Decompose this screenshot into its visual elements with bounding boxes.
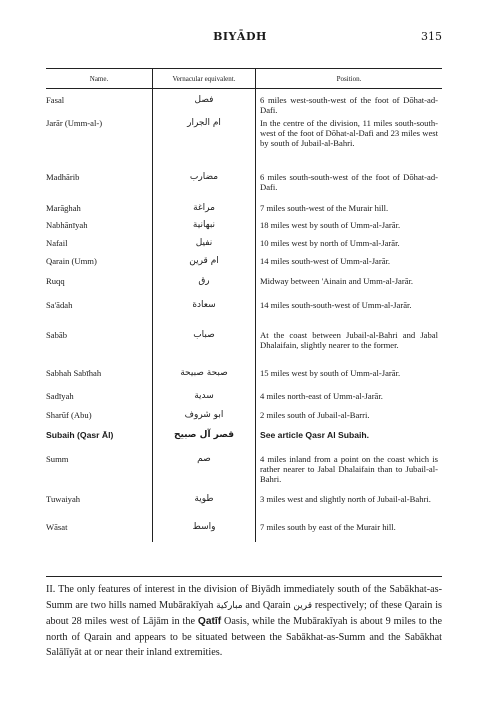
entry-name: Tuwaiyah [46, 493, 81, 504]
table-header-row [46, 69, 442, 89]
entry-position: 7 miles south by east of the Murair hill. [260, 521, 396, 532]
entry-name: Jarār (Umm-al-) [46, 117, 103, 128]
column-header-position: Position. [256, 69, 443, 89]
entry-position: 7 miles south-west of the Murair hill. [260, 202, 389, 213]
paragraph-text: respectively; of these Qarain is about 28 miles west of Lājām in the [46, 599, 442, 628]
entry-position: Midway between 'Ainain and Umm-al-Jarār. [260, 275, 414, 286]
entry-name: Ruqq [46, 275, 65, 286]
table-row [46, 256, 442, 276]
place-name-bold: Qatīf [197, 616, 222, 628]
entry-name: Sa'ādah [46, 299, 73, 310]
page-number: 315 [421, 30, 442, 43]
entry-vernacular: فصل [153, 89, 256, 118]
arabic-word: مباركية [216, 600, 243, 611]
arabic-word: قرين [293, 600, 313, 611]
table-row [46, 330, 442, 368]
entry-position: 3 miles west and slightly north of Jubail-al-Bahri. [260, 493, 431, 504]
table-row [46, 89, 442, 118]
entry-position: 4 miles inland from a point on the coast which is rather nearer to Jabal Dhalaifain than to Jubail-al-Bahri. [260, 453, 438, 484]
paragraph-text: and Qarain [242, 599, 294, 611]
table-row [46, 430, 442, 454]
table-row [46, 118, 442, 172]
column-header-vernacular: Vernacular equivalent. [153, 69, 256, 89]
entry-name: Summ [46, 453, 69, 464]
entry-name: Sadīyah [46, 390, 74, 401]
table-row [46, 172, 442, 203]
entry-position: 14 miles south-south-west of Umm-al-Jarār. [260, 299, 412, 310]
entry-name: Qarain (Umm) [46, 255, 97, 266]
entry-vernacular: صباب [153, 330, 256, 368]
paragraph-text: Oasis, while the Mubārakīyah is about 9 miles to the north of Qarain and appears to be situated between the Sabākhat-as-Summ and the Sabākhat Salālīyāt at or near their inland extremities. [46, 616, 442, 659]
entry-position: 2 miles south of Jubail-al-Barri. [260, 409, 370, 420]
entry-position: 6 miles west-south-west of the foot of Dōhat-ad-Dafi. [260, 95, 438, 115]
entry-vernacular: طوية [153, 494, 256, 522]
entry-vernacular: ام الجرار [153, 118, 256, 172]
table-row [46, 391, 442, 410]
entry-vernacular: نبهانية [153, 220, 256, 238]
table-row [46, 522, 442, 542]
entry-name: Fasal [46, 95, 65, 105]
entry-vernacular: نفيل [153, 238, 256, 256]
entry-name: Nabhānīyah [46, 219, 88, 230]
entry-position: See article Qasr Al Subaih. [260, 429, 370, 440]
entry-vernacular: مضارب [153, 172, 256, 203]
entry-vernacular: سدية [153, 391, 256, 410]
entry-position: 18 miles west by south of Umm-al-Jarār. [260, 219, 401, 230]
entry-vernacular: ابو شروف [153, 410, 256, 430]
entry-position: 6 miles south-south-west of the foot of Dōhat-ad-Dafi. [260, 171, 438, 192]
entry-vernacular: صم [153, 454, 256, 494]
entry-position: 14 miles south-west of Umm-al-Jarār. [260, 255, 391, 266]
entry-name: Madhārib [46, 171, 80, 182]
entry-position: At the coast between Jubail-al-Bahri and Jabal Dhalaifain, slightly nearer to the former. [260, 329, 438, 350]
table-row [46, 410, 442, 430]
page-title: BIYĀDH [213, 30, 267, 43]
table-row [46, 300, 442, 330]
entry-vernacular: رق [153, 276, 256, 300]
entry-vernacular: صبحة صبيحة [153, 368, 256, 391]
entry-position: 4 miles north-east of Umm-al-Jarār. [260, 390, 383, 401]
table-row [46, 238, 442, 256]
table-row [46, 220, 442, 238]
entry-name: Subaih (Qasr Āl) [46, 429, 114, 440]
paragraph-text: II. The only features of interest in the division of Biyādh immediately south of the Sabākhat-as-Summ are two hills named Mubārakīyah [46, 584, 442, 611]
entry-vernacular: قصر آل صبيح [153, 430, 256, 454]
entry-name: Sharūf (Abu) [46, 409, 92, 420]
table-row [46, 494, 442, 522]
entry-vernacular: سعادة [153, 300, 256, 330]
entry-position: 10 miles west by north of Umm-al-Jarār. [260, 237, 400, 248]
entry-position: 15 miles west by south of Umm-al-Jarār. [260, 367, 401, 378]
table-row [46, 454, 442, 494]
entry-name: Sabāb [46, 329, 68, 340]
entry-vernacular: مراغة [153, 203, 256, 220]
entry-name: Sabhah Sabīhah [46, 367, 102, 378]
table-row [46, 368, 442, 391]
entry-name: Marāghah [46, 202, 81, 213]
column-header-name: Name. [46, 69, 153, 89]
entry-vernacular: واسط [153, 522, 256, 542]
entry-name: Wāsat [46, 521, 68, 532]
body-paragraph [46, 576, 442, 661]
gazetteer-table [46, 68, 442, 542]
entry-position: In the centre of the division, 11 miles south-south-west of the foot of Dōhat-al-Dafi and 23 miles west by south of Jubail-al-Bahri. [260, 117, 438, 148]
table-row [46, 276, 442, 300]
table-row [46, 203, 442, 220]
entry-name: Nafail [46, 237, 68, 248]
entry-vernacular: ام قرين [153, 256, 256, 276]
